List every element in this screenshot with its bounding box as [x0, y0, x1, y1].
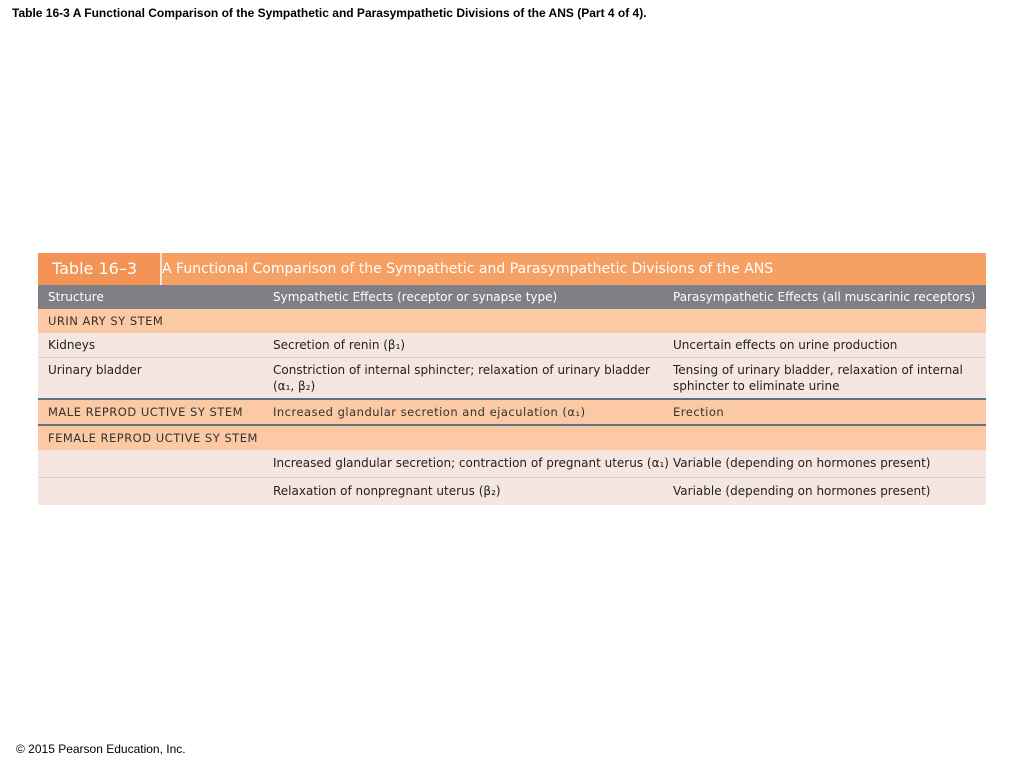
table-number: Table 16–3 — [38, 253, 162, 285]
cell-parasympathetic — [673, 362, 963, 394]
cell-parasympathetic-line-2: sphincter to eliminate urine — [673, 379, 840, 393]
cell-parasympathetic: Erection — [673, 405, 725, 419]
slide-title: Table 16-3 A Functional Comparison of the Sympathetic and Parasympathetic Divisions of the ANS (Part 4 of 4). — [12, 6, 647, 20]
table-row-urinary-bladder — [38, 358, 986, 400]
cell-sympathetic-line-1: Constriction of internal sphincter; relaxation of urinary bladder — [273, 363, 650, 377]
table-row-male-reproductive — [38, 400, 986, 426]
copyright-notice: © 2015 Pearson Education, Inc. — [16, 742, 186, 756]
cell-parasympathetic: Uncertain effects on urine production — [673, 338, 898, 352]
cell-structure: Urinary bladder — [48, 363, 142, 377]
table-header-row — [38, 285, 986, 309]
section-female-reproductive — [38, 426, 986, 450]
header-parasympathetic: Parasympathetic Effects (all muscarinic receptors) — [673, 290, 976, 304]
table-caption: A Functional Comparison of the Sympathetic and Parasympathetic Divisions of the ANS — [162, 261, 774, 277]
cell-sympathetic: Increased glandular secretion; contraction of pregnant uterus (α₁) — [273, 456, 669, 470]
header-sympathetic: Sympathetic Effects (receptor or synapse type) — [273, 290, 558, 304]
section-label: MALE REPROD UCTIVE SY STEM — [48, 405, 244, 419]
cell-sympathetic: Increased glandular secretion and ejaculation (α₁) — [273, 405, 586, 419]
table-row-female-2 — [38, 478, 986, 505]
cell-sympathetic: Secretion of renin (β₁) — [273, 338, 406, 352]
section-urinary-system — [38, 309, 986, 333]
header-structure: Structure — [48, 290, 104, 304]
cell-sympathetic-line-2: (α₁, β₂) — [273, 379, 316, 393]
section-label: URIN ARY SY STEM — [48, 314, 164, 328]
cell-sympathetic — [273, 362, 650, 394]
cell-parasympathetic-line-1: Tensing of urinary bladder, relaxation of internal — [673, 363, 963, 377]
ans-comparison-table — [38, 253, 986, 505]
table-banner — [38, 253, 986, 285]
table-row-female-1 — [38, 450, 986, 478]
section-label: FEMALE REPROD UCTIVE SY STEM — [48, 431, 258, 445]
cell-parasympathetic: Variable (depending on hormones present) — [673, 456, 931, 470]
cell-sympathetic: Relaxation of nonpregnant uterus (β₂) — [273, 484, 501, 498]
table-row-kidneys — [38, 333, 986, 358]
cell-structure: Kidneys — [48, 338, 96, 352]
cell-parasympathetic: Variable (depending on hormones present) — [673, 484, 931, 498]
